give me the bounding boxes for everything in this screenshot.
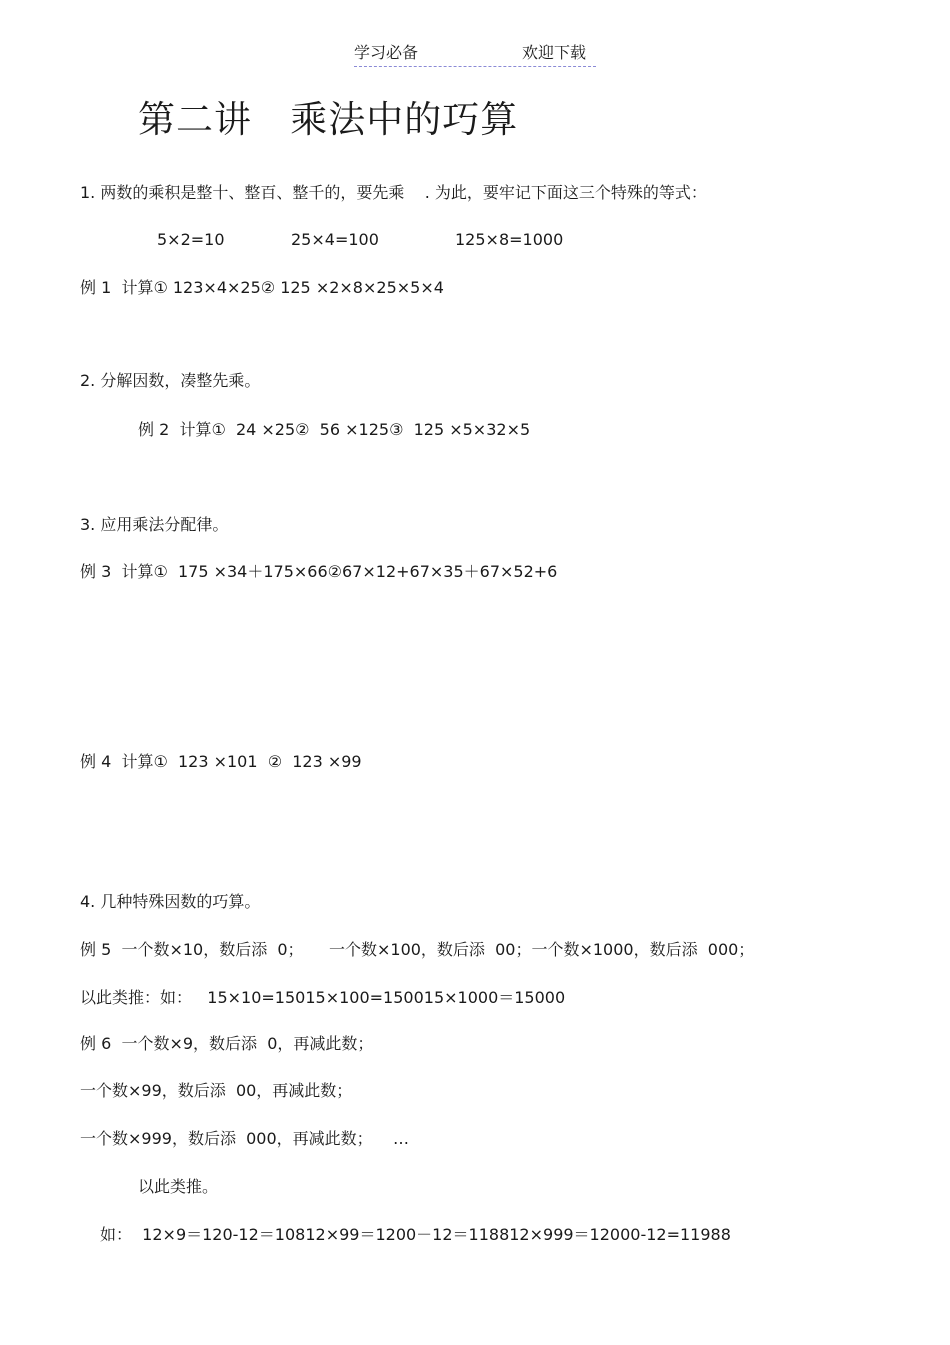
example-5-follow: 以此类推：如： 15×10=15015×100=150015×1000＝15000 (80, 988, 566, 1007)
example-3: 例 3 计算① 175 ×34＋175×66②67×12+67×35＋67×52+6 (80, 562, 558, 581)
example-1: 例 1 计算① 123×4×25② 125 ×2×8×25×5×4 (80, 278, 444, 297)
example-6: 例 6 一个数×9，数后添 0，再减此数； (80, 1034, 374, 1053)
example-6-line-4: 以此类推。 (138, 1177, 219, 1196)
page-title: 第二讲 乘法中的巧算 (138, 98, 519, 141)
example-6-line-3: 一个数×999，数后添 000，再减此数； … (80, 1129, 410, 1148)
example-6-illustration: 如： 12×9＝120-12＝10812×99＝1200－12＝118812×999＝12000-12=11988 (100, 1225, 731, 1244)
section-4-heading: 4. 几种特殊因数的巧算。 (80, 892, 261, 911)
example-6-line-2: 一个数×99，数后添 00，再减此数； (80, 1081, 353, 1100)
section-2-heading: 2. 分解因数，凑整先乘。 (80, 371, 261, 390)
example-4: 例 4 计算① 123 ×101 ② 123 ×99 (80, 752, 362, 771)
section-1-heading: 1. 两数的乘积是整十、整百、整千的，要先乘 . 为此，要牢记下面这三个特殊的等式： (80, 183, 707, 202)
header-left-text: 学习必备 (354, 43, 419, 62)
example-2: 例 2 计算① 24 ×25② 56 ×125③ 125 ×5×32×5 (138, 420, 531, 439)
page-header (354, 42, 596, 67)
equation-125x8: 125×8=1000 (455, 230, 564, 249)
section-3-heading: 3. 应用乘法分配律。 (80, 515, 229, 534)
header-right-text: 欢迎下载 (522, 43, 587, 62)
equation-5x2: 5×2=10 (157, 230, 225, 249)
equation-25x4: 25×4=100 (291, 230, 379, 249)
example-5: 例 5 一个数×10，数后添 0； 一个数×100，数后添 00；一个数×1000，数后添 000； (80, 940, 755, 959)
